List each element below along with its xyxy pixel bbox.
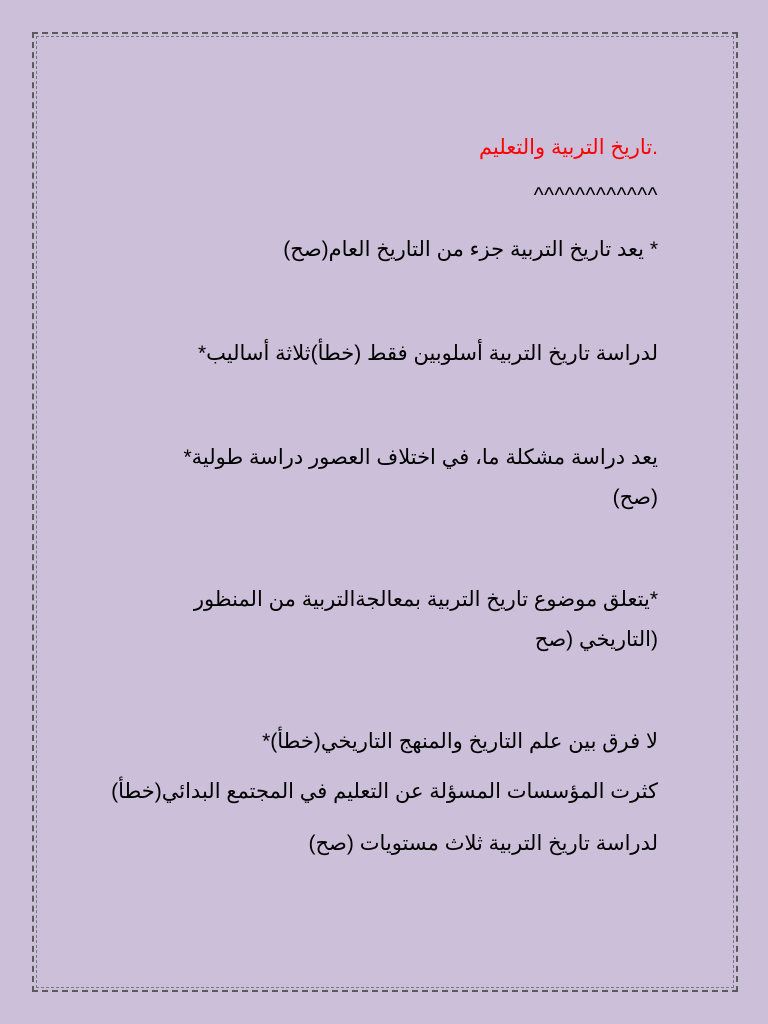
statement-3-answer: (صح) <box>612 486 658 509</box>
statement-2: لدراسة تاريخ التربية أسلوبين فقط (خطأ)ثلاثة أساليب* <box>197 342 658 365</box>
statement-4-continuation: (التاريخي (صح <box>534 628 658 651</box>
statement-6: كثرت المؤسسات المسؤلة عن التعليم في المجتمع البدائي(خطأ) <box>111 780 658 803</box>
statement-5: لا فرق بين علم التاريخ والمنهج التاريخي(خطأ)* <box>262 730 658 753</box>
document-title: .تاريخ التربية والتعليم <box>479 136 658 159</box>
statement-1: * يعد تاريخ التربية جزء من التاريخ العام(صح) <box>283 238 658 261</box>
statement-3: يعد دراسة مشكلة ما، في اختلاف العصور دراسة طولية* <box>183 446 658 469</box>
statement-7: لدراسة تاريخ التربية ثلاث مستويات (صح) <box>308 832 658 855</box>
separator-line: ^^^^^^^^^^^^ <box>533 184 658 207</box>
statement-4: *يتعلق موضوع تاريخ التربية بمعالجةالتربية من المنظور <box>193 588 658 611</box>
